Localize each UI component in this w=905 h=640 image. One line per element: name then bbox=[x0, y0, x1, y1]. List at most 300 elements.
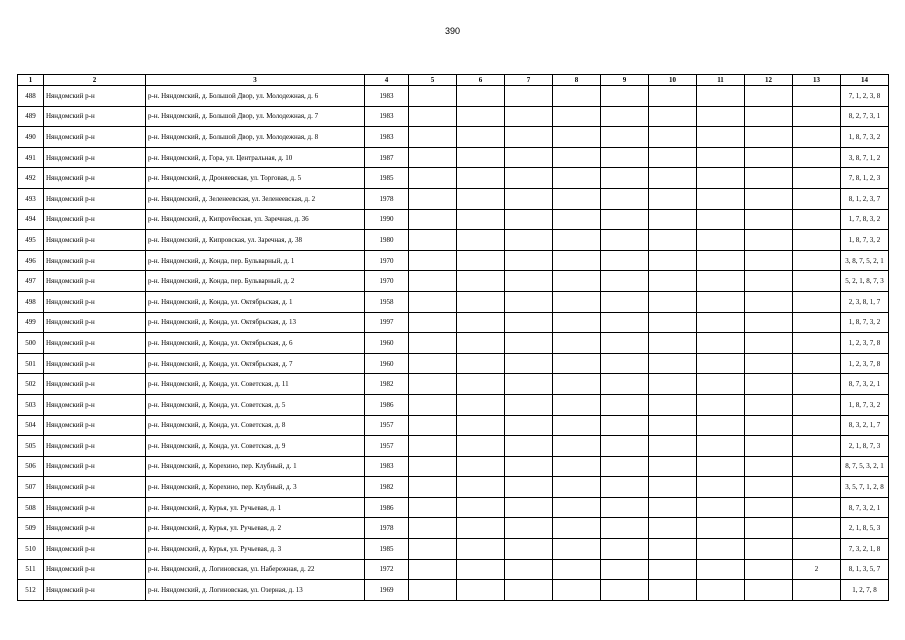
value-cell-col-14: 7, 1, 2, 3, 8 bbox=[841, 86, 889, 107]
value-cell-col-9 bbox=[601, 291, 649, 312]
table-row bbox=[18, 539, 889, 560]
value-cell-col-10 bbox=[649, 394, 697, 415]
value-cell-col-12 bbox=[745, 230, 793, 251]
row-number-cell: 491 bbox=[18, 147, 44, 168]
value-cell-col-9 bbox=[601, 271, 649, 292]
value-cell-col-10 bbox=[649, 580, 697, 601]
district-cell: Няндомский р-н bbox=[44, 86, 146, 107]
address-cell: р-н. Няндомский, д. Логиновская, ул. Озерная, д. 13 bbox=[146, 580, 365, 601]
value-cell-col-12 bbox=[745, 188, 793, 209]
value-cell-col-13 bbox=[793, 271, 841, 292]
district-cell: Няндомский р-н bbox=[44, 497, 146, 518]
value-cell-col-9 bbox=[601, 209, 649, 230]
value-cell-col-10 bbox=[649, 456, 697, 477]
district-cell: Няндомский р-н bbox=[44, 188, 146, 209]
value-cell-col-9 bbox=[601, 559, 649, 580]
value-cell-col-13 bbox=[793, 291, 841, 312]
value-cell-col-14: 8, 7, 3, 2, 1 bbox=[841, 497, 889, 518]
value-cell-col-8 bbox=[553, 559, 601, 580]
column-header-2: 2 bbox=[44, 75, 146, 86]
value-cell-col-7 bbox=[505, 188, 553, 209]
value-cell-col-9 bbox=[601, 147, 649, 168]
value-cell-col-9 bbox=[601, 86, 649, 107]
value-cell-col-6 bbox=[457, 353, 505, 374]
value-cell-col-13 bbox=[793, 497, 841, 518]
district-cell: Няндомский р-н bbox=[44, 456, 146, 477]
value-cell-col-12 bbox=[745, 580, 793, 601]
district-cell: Няндомский р-н bbox=[44, 291, 146, 312]
value-cell-col-5 bbox=[409, 86, 457, 107]
value-cell-col-9 bbox=[601, 539, 649, 560]
value-cell-col-5 bbox=[409, 168, 457, 189]
value-cell-col-8 bbox=[553, 477, 601, 498]
value-cell-col-7 bbox=[505, 477, 553, 498]
value-cell-col-7 bbox=[505, 539, 553, 560]
row-number-cell: 490 bbox=[18, 127, 44, 148]
value-cell-col-9 bbox=[601, 436, 649, 457]
district-cell: Няндомский р-н bbox=[44, 353, 146, 374]
column-header-6: 6 bbox=[457, 75, 505, 86]
value-cell-col-10 bbox=[649, 518, 697, 539]
value-cell-col-14: 2, 1, 8, 7, 3 bbox=[841, 436, 889, 457]
value-cell-col-5 bbox=[409, 209, 457, 230]
value-cell-col-8 bbox=[553, 456, 601, 477]
value-cell-col-6 bbox=[457, 291, 505, 312]
table-row bbox=[18, 456, 889, 477]
table-row bbox=[18, 230, 889, 251]
year-cell: 1957 bbox=[365, 436, 409, 457]
value-cell-col-9 bbox=[601, 353, 649, 374]
value-cell-col-11 bbox=[697, 250, 745, 271]
value-cell-col-10 bbox=[649, 86, 697, 107]
value-cell-col-11 bbox=[697, 353, 745, 374]
value-cell-col-13 bbox=[793, 477, 841, 498]
value-cell-col-5 bbox=[409, 415, 457, 436]
value-cell-col-14: 3, 8, 7, 1, 2 bbox=[841, 147, 889, 168]
value-cell-col-13 bbox=[793, 168, 841, 189]
value-cell-col-9 bbox=[601, 188, 649, 209]
value-cell-col-13 bbox=[793, 147, 841, 168]
year-cell: 1960 bbox=[365, 353, 409, 374]
value-cell-col-11 bbox=[697, 518, 745, 539]
value-cell-col-7 bbox=[505, 271, 553, 292]
value-cell-col-7 bbox=[505, 147, 553, 168]
value-cell-col-12 bbox=[745, 456, 793, 477]
value-cell-col-9 bbox=[601, 333, 649, 354]
address-cell: р-н. Няндомский, д. Конда, ул. Советская, д. 8 bbox=[146, 415, 365, 436]
value-cell-col-7 bbox=[505, 394, 553, 415]
row-number-cell: 501 bbox=[18, 353, 44, 374]
value-cell-col-10 bbox=[649, 230, 697, 251]
table-row bbox=[18, 250, 889, 271]
address-cell: р-н. Няндомский, д. Зеленеевская, ул. Зеленеевская, д. 2 bbox=[146, 188, 365, 209]
value-cell-col-6 bbox=[457, 374, 505, 395]
value-cell-col-13 bbox=[793, 230, 841, 251]
value-cell-col-6 bbox=[457, 127, 505, 148]
value-cell-col-7 bbox=[505, 106, 553, 127]
value-cell-col-12 bbox=[745, 147, 793, 168]
value-cell-col-6 bbox=[457, 580, 505, 601]
value-cell-col-12 bbox=[745, 127, 793, 148]
value-cell-col-5 bbox=[409, 580, 457, 601]
value-cell-col-8 bbox=[553, 497, 601, 518]
year-cell: 1985 bbox=[365, 539, 409, 560]
value-cell-col-12 bbox=[745, 518, 793, 539]
value-cell-col-14: 1, 8, 7, 3, 2 bbox=[841, 230, 889, 251]
value-cell-col-10 bbox=[649, 147, 697, 168]
column-header-3: 3 bbox=[146, 75, 365, 86]
address-cell: р-н. Няндомский, д. Конда, ул. Советская, д. 9 bbox=[146, 436, 365, 457]
value-cell-col-8 bbox=[553, 271, 601, 292]
value-cell-col-9 bbox=[601, 477, 649, 498]
district-cell: Няндомский р-н bbox=[44, 333, 146, 354]
year-cell: 1958 bbox=[365, 291, 409, 312]
year-cell: 1987 bbox=[365, 147, 409, 168]
value-cell-col-8 bbox=[553, 188, 601, 209]
value-cell-col-10 bbox=[649, 271, 697, 292]
year-cell: 1978 bbox=[365, 188, 409, 209]
year-cell: 1970 bbox=[365, 250, 409, 271]
value-cell-col-7 bbox=[505, 518, 553, 539]
value-cell-col-9 bbox=[601, 456, 649, 477]
table-row bbox=[18, 147, 889, 168]
row-number-cell: 510 bbox=[18, 539, 44, 560]
value-cell-col-13 bbox=[793, 127, 841, 148]
value-cell-col-9 bbox=[601, 518, 649, 539]
district-cell: Няндомский р-н bbox=[44, 415, 146, 436]
value-cell-col-8 bbox=[553, 518, 601, 539]
address-cell: р-н. Няндомский, д. Конда, ул. Октябрьская, д. 1 bbox=[146, 291, 365, 312]
value-cell-col-8 bbox=[553, 353, 601, 374]
value-cell-col-8 bbox=[553, 147, 601, 168]
table-row bbox=[18, 518, 889, 539]
table-row bbox=[18, 106, 889, 127]
column-header-9: 9 bbox=[601, 75, 649, 86]
value-cell-col-10 bbox=[649, 374, 697, 395]
value-cell-col-6 bbox=[457, 394, 505, 415]
year-cell: 1978 bbox=[365, 518, 409, 539]
value-cell-col-11 bbox=[697, 127, 745, 148]
district-cell: Няндомский р-н bbox=[44, 374, 146, 395]
table-row bbox=[18, 168, 889, 189]
value-cell-col-11 bbox=[697, 436, 745, 457]
value-cell-col-5 bbox=[409, 188, 457, 209]
value-cell-col-9 bbox=[601, 394, 649, 415]
value-cell-col-12 bbox=[745, 436, 793, 457]
row-number-cell: 502 bbox=[18, 374, 44, 395]
value-cell-col-9 bbox=[601, 312, 649, 333]
value-cell-col-12 bbox=[745, 250, 793, 271]
value-cell-col-11 bbox=[697, 415, 745, 436]
address-cell: р-н. Няндомский, д. Конда, ул. Советская, д. 11 bbox=[146, 374, 365, 395]
value-cell-col-10 bbox=[649, 353, 697, 374]
value-cell-col-13 bbox=[793, 415, 841, 436]
value-cell-col-5 bbox=[409, 497, 457, 518]
table-row bbox=[18, 188, 889, 209]
value-cell-col-5 bbox=[409, 518, 457, 539]
value-cell-col-14: 3, 8, 7, 5, 2, 1 bbox=[841, 250, 889, 271]
value-cell-col-7 bbox=[505, 580, 553, 601]
address-cell: р-н. Няндомский, д. Большой Двор, ул. Молодежная, д. 6 bbox=[146, 86, 365, 107]
value-cell-col-10 bbox=[649, 333, 697, 354]
address-cell: р-н. Няндомский, д. Кипрověвская, ул. Заречная, д. 36 bbox=[146, 209, 365, 230]
address-cell: р-н. Няндомский, д. Конда, ул. Советская, д. 5 bbox=[146, 394, 365, 415]
value-cell-col-6 bbox=[457, 415, 505, 436]
value-cell-col-10 bbox=[649, 436, 697, 457]
value-cell-col-11 bbox=[697, 86, 745, 107]
value-cell-col-7 bbox=[505, 559, 553, 580]
table-row bbox=[18, 312, 889, 333]
value-cell-col-7 bbox=[505, 436, 553, 457]
table-row bbox=[18, 394, 889, 415]
address-cell: р-н. Няндомский, д. Конда, ул. Октябрьская, д. 7 bbox=[146, 353, 365, 374]
row-number-cell: 508 bbox=[18, 497, 44, 518]
table-row bbox=[18, 86, 889, 107]
value-cell-col-14: 1, 2, 3, 7, 8 bbox=[841, 353, 889, 374]
address-cell: р-н. Няндомский, д. Гора, ул. Центральная, д. 10 bbox=[146, 147, 365, 168]
row-number-cell: 495 bbox=[18, 230, 44, 251]
value-cell-col-6 bbox=[457, 333, 505, 354]
value-cell-col-6 bbox=[457, 436, 505, 457]
district-cell: Няндомский р-н bbox=[44, 271, 146, 292]
value-cell-col-8 bbox=[553, 127, 601, 148]
value-cell-col-6 bbox=[457, 271, 505, 292]
value-cell-col-9 bbox=[601, 497, 649, 518]
header-row bbox=[18, 75, 889, 86]
table-row bbox=[18, 436, 889, 457]
row-number-cell: 499 bbox=[18, 312, 44, 333]
value-cell-col-6 bbox=[457, 456, 505, 477]
district-cell: Няндомский р-н bbox=[44, 477, 146, 498]
value-cell-col-10 bbox=[649, 477, 697, 498]
value-cell-col-13 bbox=[793, 86, 841, 107]
value-cell-col-5 bbox=[409, 477, 457, 498]
value-cell-col-13: 2 bbox=[793, 559, 841, 580]
value-cell-col-12 bbox=[745, 353, 793, 374]
column-header-5: 5 bbox=[409, 75, 457, 86]
value-cell-col-14: 2, 3, 8, 1, 7 bbox=[841, 291, 889, 312]
value-cell-col-8 bbox=[553, 209, 601, 230]
value-cell-col-12 bbox=[745, 168, 793, 189]
table-row bbox=[18, 209, 889, 230]
address-cell: р-н. Няндомский, д. Конда, ул. Октябрьская, д. 13 bbox=[146, 312, 365, 333]
year-cell: 1969 bbox=[365, 580, 409, 601]
row-number-cell: 500 bbox=[18, 333, 44, 354]
value-cell-col-11 bbox=[697, 580, 745, 601]
value-cell-col-13 bbox=[793, 353, 841, 374]
value-cell-col-12 bbox=[745, 394, 793, 415]
table-row bbox=[18, 271, 889, 292]
value-cell-col-11 bbox=[697, 559, 745, 580]
value-cell-col-11 bbox=[697, 106, 745, 127]
value-cell-col-10 bbox=[649, 106, 697, 127]
address-cell: р-н. Няндомский, д. Конда, пер. Бульварный, д. 2 bbox=[146, 271, 365, 292]
value-cell-col-11 bbox=[697, 147, 745, 168]
value-cell-col-10 bbox=[649, 497, 697, 518]
address-cell: р-н. Няндомский, д. Конда, пер. Бульварный, д. 1 bbox=[146, 250, 365, 271]
district-cell: Няндомский р-н bbox=[44, 580, 146, 601]
district-cell: Няндомский р-н bbox=[44, 559, 146, 580]
year-cell: 1985 bbox=[365, 168, 409, 189]
table-row bbox=[18, 127, 889, 148]
value-cell-col-7 bbox=[505, 333, 553, 354]
value-cell-col-8 bbox=[553, 168, 601, 189]
value-cell-col-13 bbox=[793, 188, 841, 209]
value-cell-col-5 bbox=[409, 250, 457, 271]
year-cell: 1983 bbox=[365, 106, 409, 127]
year-cell: 1972 bbox=[365, 559, 409, 580]
table-row bbox=[18, 580, 889, 601]
address-cell: р-н. Няндомский, д. Логиновская, ул. Набережная, д. 22 bbox=[146, 559, 365, 580]
value-cell-col-11 bbox=[697, 394, 745, 415]
row-number-cell: 496 bbox=[18, 250, 44, 271]
column-header-10: 10 bbox=[649, 75, 697, 86]
year-cell: 1970 bbox=[365, 271, 409, 292]
table-row bbox=[18, 415, 889, 436]
value-cell-col-13 bbox=[793, 518, 841, 539]
value-cell-col-14: 1, 8, 7, 3, 2 bbox=[841, 127, 889, 148]
value-cell-col-12 bbox=[745, 559, 793, 580]
value-cell-col-6 bbox=[457, 539, 505, 560]
row-number-cell: 505 bbox=[18, 436, 44, 457]
value-cell-col-7 bbox=[505, 497, 553, 518]
value-cell-col-5 bbox=[409, 271, 457, 292]
address-cell: р-н. Няндомский, д. Корехино, пер. Клубный, д. 1 bbox=[146, 456, 365, 477]
table-row bbox=[18, 291, 889, 312]
value-cell-col-9 bbox=[601, 127, 649, 148]
value-cell-col-11 bbox=[697, 291, 745, 312]
year-cell: 1986 bbox=[365, 497, 409, 518]
value-cell-col-13 bbox=[793, 436, 841, 457]
district-cell: Няндомский р-н bbox=[44, 312, 146, 333]
value-cell-col-14: 1, 8, 7, 3, 2 bbox=[841, 312, 889, 333]
value-cell-col-5 bbox=[409, 559, 457, 580]
value-cell-col-10 bbox=[649, 539, 697, 560]
value-cell-col-9 bbox=[601, 415, 649, 436]
district-cell: Няндомский р-н bbox=[44, 127, 146, 148]
value-cell-col-7 bbox=[505, 86, 553, 107]
value-cell-col-8 bbox=[553, 394, 601, 415]
year-cell: 1960 bbox=[365, 333, 409, 354]
value-cell-col-9 bbox=[601, 168, 649, 189]
value-cell-col-14: 8, 7, 5, 3, 2, 1 bbox=[841, 456, 889, 477]
value-cell-col-12 bbox=[745, 497, 793, 518]
district-cell: Няндомский р-н bbox=[44, 539, 146, 560]
value-cell-col-7 bbox=[505, 415, 553, 436]
district-cell: Няндомский р-н bbox=[44, 106, 146, 127]
row-number-cell: 512 bbox=[18, 580, 44, 601]
value-cell-col-11 bbox=[697, 456, 745, 477]
value-cell-col-6 bbox=[457, 312, 505, 333]
value-cell-col-10 bbox=[649, 415, 697, 436]
row-number-cell: 493 bbox=[18, 188, 44, 209]
year-cell: 1982 bbox=[365, 477, 409, 498]
value-cell-col-12 bbox=[745, 291, 793, 312]
value-cell-col-11 bbox=[697, 374, 745, 395]
table-row bbox=[18, 497, 889, 518]
value-cell-col-7 bbox=[505, 168, 553, 189]
row-number-cell: 503 bbox=[18, 394, 44, 415]
value-cell-col-14: 7, 3, 2, 1, 8 bbox=[841, 539, 889, 560]
value-cell-col-6 bbox=[457, 477, 505, 498]
value-cell-col-8 bbox=[553, 312, 601, 333]
value-cell-col-9 bbox=[601, 580, 649, 601]
value-cell-col-5 bbox=[409, 333, 457, 354]
value-cell-col-8 bbox=[553, 580, 601, 601]
value-cell-col-7 bbox=[505, 312, 553, 333]
address-cell: р-н. Няндомский, д. Большой Двор, ул. Молодежная, д. 8 bbox=[146, 127, 365, 148]
value-cell-col-6 bbox=[457, 86, 505, 107]
value-cell-col-10 bbox=[649, 168, 697, 189]
value-cell-col-14: 8, 1, 3, 5, 7 bbox=[841, 559, 889, 580]
column-header-12: 12 bbox=[745, 75, 793, 86]
value-cell-col-11 bbox=[697, 312, 745, 333]
value-cell-col-8 bbox=[553, 86, 601, 107]
value-cell-col-5 bbox=[409, 374, 457, 395]
year-cell: 1980 bbox=[365, 230, 409, 251]
value-cell-col-11 bbox=[697, 168, 745, 189]
value-cell-col-10 bbox=[649, 127, 697, 148]
value-cell-col-12 bbox=[745, 312, 793, 333]
value-cell-col-13 bbox=[793, 209, 841, 230]
value-cell-col-6 bbox=[457, 518, 505, 539]
value-cell-col-5 bbox=[409, 456, 457, 477]
address-cell: р-н. Няндомский, д. Дроняевская, ул. Торговая, д. 5 bbox=[146, 168, 365, 189]
district-cell: Няндомский р-н bbox=[44, 436, 146, 457]
value-cell-col-10 bbox=[649, 209, 697, 230]
value-cell-col-6 bbox=[457, 188, 505, 209]
value-cell-col-13 bbox=[793, 456, 841, 477]
value-cell-col-5 bbox=[409, 539, 457, 560]
row-number-cell: 509 bbox=[18, 518, 44, 539]
page-number: 390 bbox=[444, 26, 461, 36]
value-cell-col-9 bbox=[601, 106, 649, 127]
year-cell: 1983 bbox=[365, 456, 409, 477]
value-cell-col-12 bbox=[745, 374, 793, 395]
table-row bbox=[18, 353, 889, 374]
row-number-cell: 511 bbox=[18, 559, 44, 580]
value-cell-col-6 bbox=[457, 230, 505, 251]
value-cell-col-8 bbox=[553, 250, 601, 271]
value-cell-col-7 bbox=[505, 209, 553, 230]
value-cell-col-11 bbox=[697, 271, 745, 292]
value-cell-col-11 bbox=[697, 209, 745, 230]
value-cell-col-14: 2, 1, 8, 5, 3 bbox=[841, 518, 889, 539]
row-number-cell: 488 bbox=[18, 86, 44, 107]
value-cell-col-14: 1, 7, 8, 3, 2 bbox=[841, 209, 889, 230]
value-cell-col-13 bbox=[793, 374, 841, 395]
table-body bbox=[18, 86, 889, 601]
value-cell-col-7 bbox=[505, 353, 553, 374]
value-cell-col-9 bbox=[601, 374, 649, 395]
value-cell-col-7 bbox=[505, 230, 553, 251]
value-cell-col-7 bbox=[505, 127, 553, 148]
value-cell-col-6 bbox=[457, 250, 505, 271]
value-cell-col-14: 8, 3, 2, 1, 7 bbox=[841, 415, 889, 436]
column-header-7: 7 bbox=[505, 75, 553, 86]
value-cell-col-7 bbox=[505, 456, 553, 477]
value-cell-col-10 bbox=[649, 188, 697, 209]
address-cell: р-н. Няндомский, д. Курья, ул. Ручьевая, д. 2 bbox=[146, 518, 365, 539]
value-cell-col-5 bbox=[409, 394, 457, 415]
value-cell-col-13 bbox=[793, 106, 841, 127]
value-cell-col-6 bbox=[457, 209, 505, 230]
value-cell-col-13 bbox=[793, 312, 841, 333]
value-cell-col-12 bbox=[745, 209, 793, 230]
row-number-cell: 492 bbox=[18, 168, 44, 189]
value-cell-col-13 bbox=[793, 539, 841, 560]
value-cell-col-12 bbox=[745, 539, 793, 560]
